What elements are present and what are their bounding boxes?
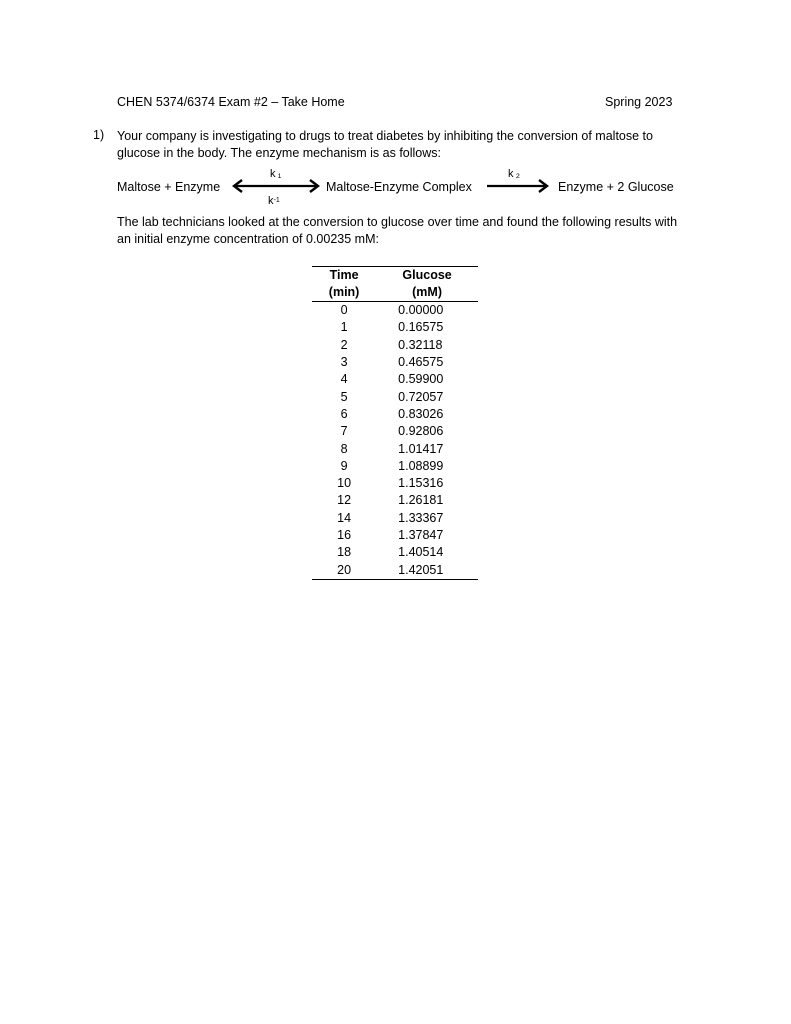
time-cell: 20 xyxy=(312,561,376,579)
results-description: The lab technicians looked at the conversion to glucose over time and found the following results with an initial enzyme concentration of 0.00235 mM: xyxy=(117,215,678,246)
time-cell: 10 xyxy=(337,476,352,491)
table-row xyxy=(312,492,478,509)
table-row xyxy=(312,302,478,320)
table-row xyxy=(312,406,478,423)
time-cell: 5 xyxy=(340,389,348,404)
table-header-row xyxy=(312,267,478,285)
glucose-cell: 1.42051 xyxy=(376,561,478,579)
table-header-units-row xyxy=(312,284,478,302)
table-row xyxy=(312,527,478,544)
time-cell: 12 xyxy=(337,493,352,508)
time-cell: 6 xyxy=(340,406,348,421)
rate-constant-k2: k ₂ xyxy=(508,168,520,180)
header-glucose: Glucose xyxy=(376,267,478,285)
table-row xyxy=(312,371,478,388)
table-row xyxy=(312,561,478,579)
time-cell: 1 xyxy=(340,320,348,335)
mechanism-intermediate: Maltose-Enzyme Complex xyxy=(326,180,472,194)
table-body xyxy=(312,302,478,580)
question-number: 1) xyxy=(93,128,105,142)
time-cell: 16 xyxy=(337,528,352,542)
mechanism-reactants: Maltose + Enzyme xyxy=(117,180,221,194)
exam-title: CHEN 5374/6374 Exam #2 – Take Home xyxy=(117,95,345,109)
time-cell: 18 xyxy=(337,545,352,560)
glucose-cell: 1.40514 xyxy=(398,545,444,560)
header-time-unit: (min) xyxy=(312,284,376,302)
exam-term: Spring 2023 xyxy=(605,95,673,109)
glucose-cell: 0.46575 xyxy=(398,355,444,370)
glucose-cell: 1.37847 xyxy=(398,528,444,542)
rate-constant-k-minus-1-base: k xyxy=(268,195,274,207)
time-cell: 8 xyxy=(340,441,348,456)
table-row xyxy=(312,423,478,440)
table-row xyxy=(312,544,478,561)
header-time: Time xyxy=(312,267,376,285)
glucose-cell: 0.83026 xyxy=(398,406,444,421)
table-row xyxy=(312,388,478,405)
rate-constant-k-minus-1 xyxy=(268,195,280,207)
glucose-cell: 0.92806 xyxy=(398,424,444,439)
glucose-cell: 1.15316 xyxy=(398,476,444,491)
time-cell: 3 xyxy=(340,355,348,370)
header-glucose-unit: (mM) xyxy=(376,284,478,302)
glucose-cell: 0.72057 xyxy=(398,389,444,404)
reversible-arrow-icon xyxy=(231,177,321,195)
time-cell: 7 xyxy=(340,424,348,439)
table-row xyxy=(312,354,478,371)
question-text: Your company is investigating to drugs to treat diabetes by inhibiting the conversion of maltose to glucose in the body. The enzyme mechanism is as follows: xyxy=(117,129,653,160)
table-row xyxy=(312,440,478,457)
glucose-cell: 1.26181 xyxy=(398,493,444,508)
glucose-cell: 0.59900 xyxy=(398,372,444,387)
glucose-cell: 0.16575 xyxy=(398,320,444,335)
time-cell: 2 xyxy=(340,337,348,352)
rate-constant-k1: k ₁ xyxy=(270,168,282,180)
time-cell: 9 xyxy=(340,458,348,473)
time-cell: 4 xyxy=(340,372,348,387)
forward-arrow-icon xyxy=(486,177,550,195)
glucose-cell: 1.01417 xyxy=(398,441,444,456)
rate-constant-k-minus-1-subscript: -1 xyxy=(273,197,280,204)
time-cell: 14 xyxy=(337,510,352,525)
glucose-data-table xyxy=(312,266,478,580)
table-row xyxy=(312,510,478,527)
table-row xyxy=(312,319,478,336)
table-row xyxy=(312,337,478,354)
glucose-cell: 1.08899 xyxy=(398,458,444,473)
time-cell: 0 xyxy=(340,303,348,318)
mechanism-products: Enzyme + 2 Glucose xyxy=(558,180,674,194)
table-row xyxy=(312,458,478,475)
glucose-cell: 1.33367 xyxy=(398,510,444,525)
glucose-cell: 0.00000 xyxy=(398,303,444,318)
table-row xyxy=(312,475,478,492)
glucose-cell: 0.32118 xyxy=(398,337,443,352)
